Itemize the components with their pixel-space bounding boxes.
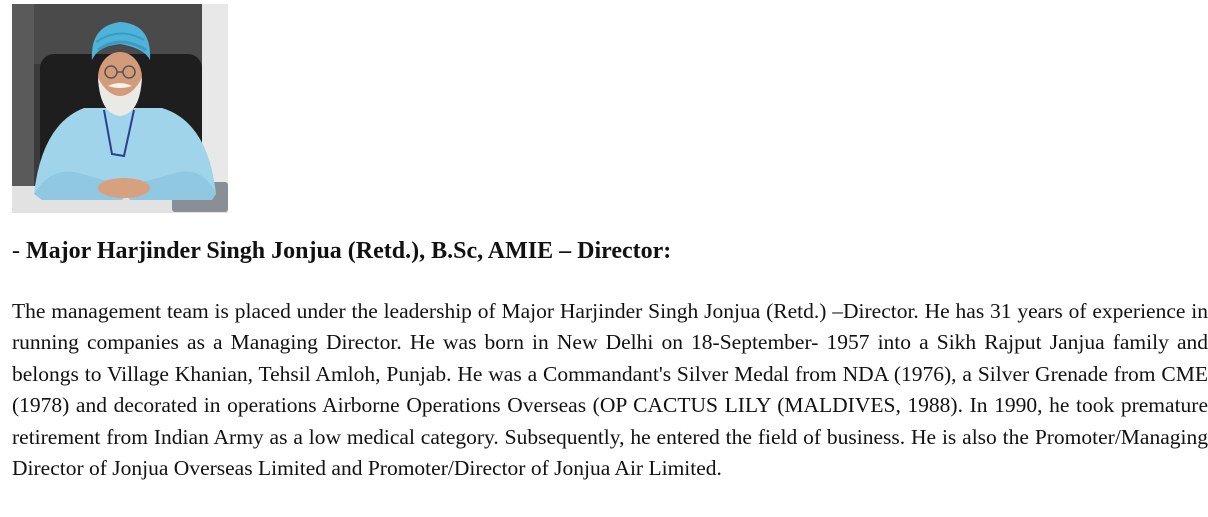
director-heading	[12, 236, 671, 266]
portrait-illustration	[12, 4, 228, 213]
director-name-title: Major Harjinder Singh Jonjua (Retd.), B.Sc, AMIE – Director:	[26, 238, 672, 264]
director-biography: The management team is placed under the leadership of Major Harjinder Singh Jonjua (Retd.) –Director. He has 31 years of experience in running companies as a Managing Director. He was born in New Delhi on 18-September- 1957 into a Sikh Rajput Janjua family and belongs to Village Khanian, Tehsil Amloh, Punjab. He was a Commandant's Silver Medal from NDA (1976), a Silver Grenade from CME (1978) and decorated in operations Airborne Operations Overseas (OP CACTUS LILY (MALDIVES, 1988). In 1990, he took premature retirement from Indian Army as a low medical category. Subsequently, he entered the field of business. He is also the Promoter/Managing Director of Jonjua Overseas Limited and Promoter/Director of Jonjua Air Limited.	[12, 299, 1208, 481]
director-portrait-photo	[12, 4, 228, 213]
heading-prefix: -	[12, 238, 26, 264]
